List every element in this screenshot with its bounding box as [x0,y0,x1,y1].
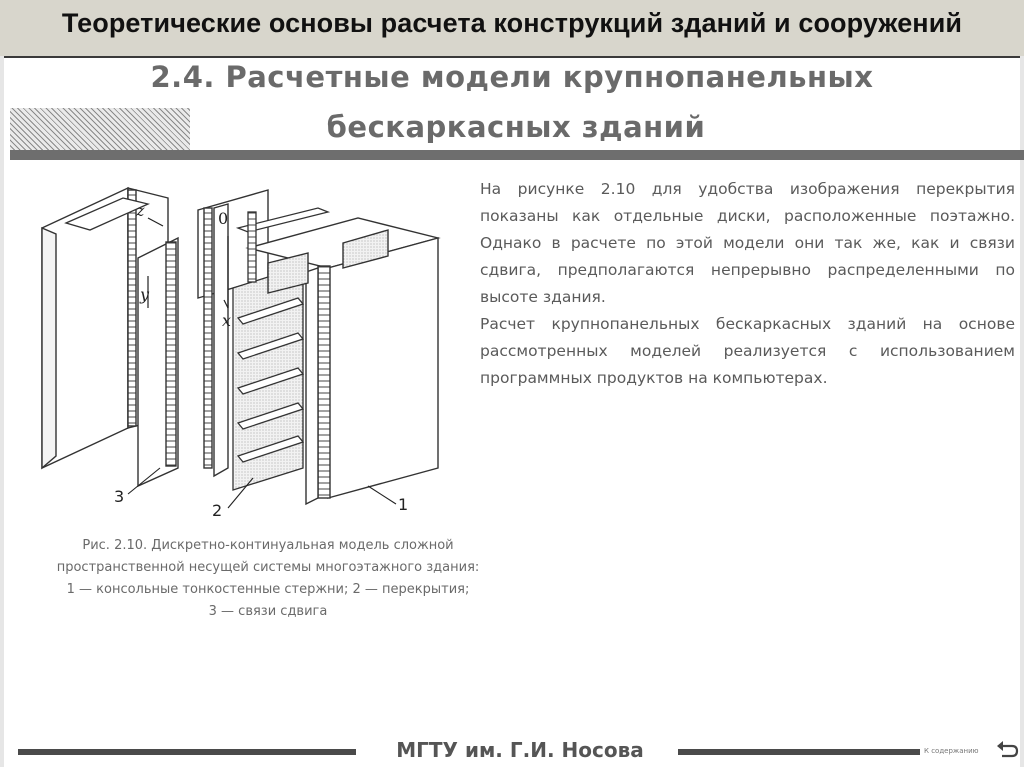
axis-y-label: y [140,285,150,304]
left-edge-shadow [0,56,4,767]
description-text [480,176,1015,392]
label-3: 3 [114,487,125,506]
footer-line-left [18,749,356,755]
caption-line-4: 3 — связи сдвига [208,604,328,619]
return-arrow-icon[interactable] [994,736,1020,762]
label-1: 1 [398,495,409,514]
axis-z-label: z [136,201,145,220]
caption-line-2: пространственной несущей системы многоэтажного здания: [56,560,480,575]
footer-line-right [678,749,920,755]
paragraph-1: На рисунке 2.10 для удобства изображения перекрытия показаны как отдельные диски, расположенные поэтажно. Однако в расчете по этой модели они так же, как и связи сдвига, предполагаются непрерывно распределенными по высоте здания. [480,180,1015,306]
axis-o-label: 0 [218,209,229,228]
floor-discs [233,266,303,490]
caption-line-1: Рис. 2.10. Дискретно-континуальная модель сложной [82,538,454,553]
building-model-figure [28,168,448,528]
slide-title-line1: 2.4. Расчетные модели крупнопанельных [150,60,874,94]
axis-x-label: x [222,311,232,330]
top-banner [0,0,1024,58]
paragraph-2: Расчет крупнопанельных бескаркасных зданий на основе рассмотренных моделей реализуется с использованием программных продуктов на компьютерах. [480,315,1015,387]
slide-title-line2: бескаркасных зданий [326,110,706,144]
contents-link[interactable]: К содержанию [924,747,979,755]
label-2: 2 [212,501,223,520]
caption-line-3: 1 — консольные тонкостенные стержни; 2 — перекрытия; [66,582,470,597]
figure-caption [48,535,488,623]
banner-title: Теоретические основы расчета конструкций зданий и сооружений [61,8,963,38]
header-underline-bar [10,150,1024,160]
right-edge-shadow [1020,56,1024,767]
footer-university: МГТУ им. Г.И. Носова [396,738,644,762]
